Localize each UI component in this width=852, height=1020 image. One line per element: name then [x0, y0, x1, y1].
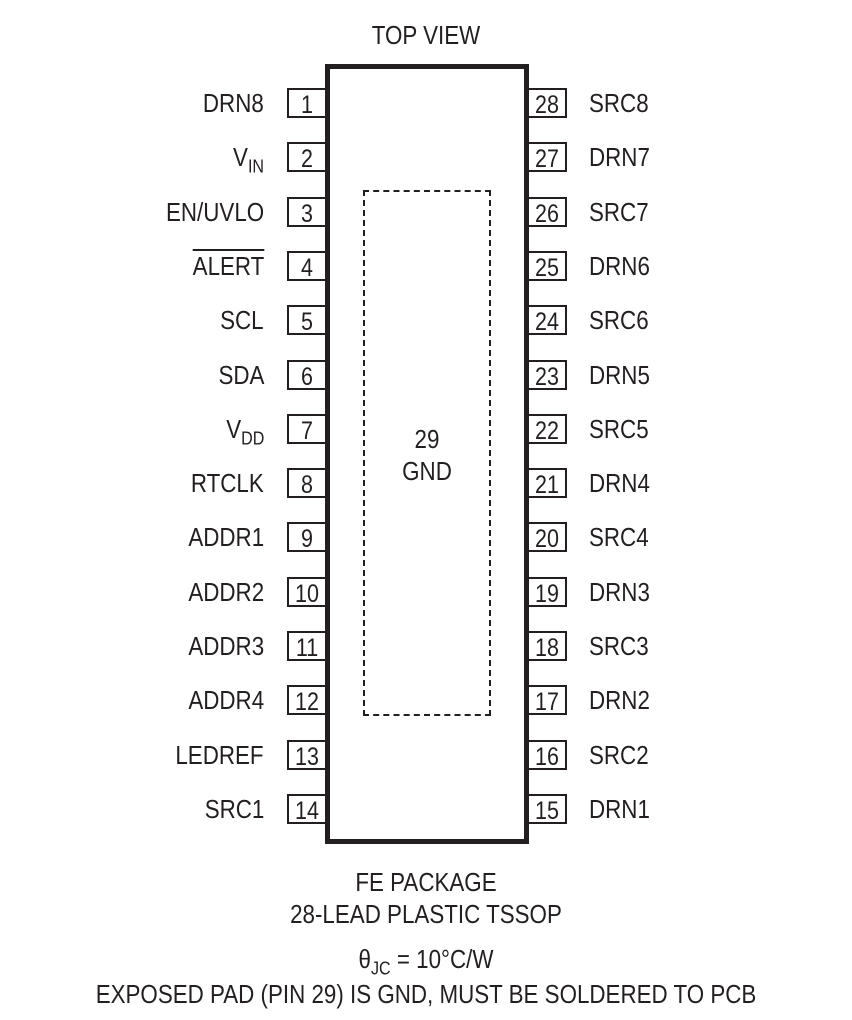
- pin-number: 23: [535, 363, 559, 391]
- exposed-pad-number: 29: [414, 424, 440, 454]
- pin-number: 5: [301, 308, 313, 336]
- pin-number: 14: [295, 797, 319, 825]
- pin-box-right: [529, 794, 567, 824]
- pin-number: 15: [535, 797, 559, 825]
- pin-number: 7: [301, 417, 313, 445]
- pin-name-left: $V_{DD}$: [225, 414, 264, 449]
- package-name: FE PACKAGE: [355, 867, 497, 897]
- pin-box-left: [287, 305, 325, 335]
- pin-box-right: [529, 197, 567, 227]
- pin-name-left: ADDR4: [188, 685, 264, 715]
- pin-box-left: [287, 88, 325, 118]
- thermal-subscript: JC: [371, 957, 391, 979]
- pin-box-left: [287, 631, 325, 661]
- pin-name-right: SRC8: [589, 88, 649, 118]
- pin-number: 19: [535, 580, 559, 608]
- pin-name-left: ADDR1: [188, 522, 264, 552]
- pin-number: 27: [535, 145, 559, 173]
- pin-number: 13: [295, 743, 319, 771]
- pin-number: 10: [295, 580, 319, 608]
- pin-box-right: [529, 685, 567, 715]
- pin-name-left: DRN8: [203, 88, 264, 118]
- pin-number: 21: [535, 471, 559, 499]
- pin-box-right: [529, 142, 567, 172]
- pin-box-right: [529, 468, 567, 498]
- pin-name-right: SRC5: [589, 414, 649, 444]
- pin-number: 6: [301, 363, 313, 391]
- pin-number: 26: [535, 200, 559, 228]
- pin-box-left: [287, 197, 325, 227]
- pin-box-left: [287, 685, 325, 715]
- pin-box-right: [529, 522, 567, 552]
- exposed-pad-note: EXPOSED PAD (PIN 29) IS GND, MUST BE SOLDERED TO PCB: [95, 979, 757, 1009]
- pin-number: 25: [535, 254, 559, 282]
- pin-name-right: DRN5: [589, 360, 650, 390]
- pin-number: 28: [535, 91, 559, 119]
- pin-name-right: DRN1: [589, 794, 650, 824]
- pin-box-right: [529, 577, 567, 607]
- pin-box-right: [529, 414, 567, 444]
- pin-box-left: [287, 414, 325, 444]
- diagram-title: TOP VIEW: [371, 20, 481, 50]
- pin-name-right: SRC3: [589, 631, 649, 661]
- pin-name-right: DRN4: [589, 468, 650, 498]
- pin-number: 2: [301, 145, 313, 173]
- pin-number: 20: [535, 525, 559, 553]
- pin-number: 17: [535, 688, 559, 716]
- thermal-symbol: θ: [358, 944, 372, 974]
- pin-number: 8: [301, 471, 313, 499]
- thermal-resistance: [60, 944, 793, 979]
- pin-number: 1: [301, 91, 313, 119]
- pin-number: 3: [301, 200, 313, 228]
- pin-name-left: ADDR3: [188, 631, 264, 661]
- pin-box-right: [529, 305, 567, 335]
- pin-name-right: SRC2: [589, 740, 649, 770]
- pin-box-left: [287, 468, 325, 498]
- pin-name-right: SRC7: [589, 197, 649, 227]
- pin-box-right: [529, 88, 567, 118]
- pin-box-left: [287, 794, 325, 824]
- pin-box-left: [287, 740, 325, 770]
- pin-name-right: DRN7: [589, 142, 650, 172]
- pin-number: 9: [301, 525, 313, 553]
- pin-box-left: [287, 360, 325, 390]
- package-description: 28-LEAD PLASTIC TSSOP: [290, 899, 562, 929]
- pin-number: 18: [535, 634, 559, 662]
- pin-name-left: ALERT: [192, 251, 264, 281]
- pin-box-right: [529, 740, 567, 770]
- pin-name-left: $V_{IN}$: [232, 142, 264, 177]
- pin-name-right: SRC6: [589, 305, 649, 335]
- thermal-value: = 10°C/W: [390, 944, 494, 974]
- pin-box-left: [287, 251, 325, 281]
- pin-name-left: LEDREF: [175, 740, 264, 770]
- pin-number: 12: [295, 688, 319, 716]
- pin-name-left: ADDR2: [188, 577, 264, 607]
- pin-number: 4: [301, 254, 313, 282]
- pin-box-left: [287, 142, 325, 172]
- pin-box-right: [529, 631, 567, 661]
- pin-name-left: SCL: [220, 305, 264, 335]
- pin-name-right: DRN2: [589, 685, 650, 715]
- pin-name-left: SDA: [218, 360, 264, 390]
- pin-name-left: EN/UVLO: [165, 197, 264, 227]
- pin-number: 16: [535, 743, 559, 771]
- pin-number: 24: [535, 308, 559, 336]
- pin-name-right: SRC4: [589, 522, 649, 552]
- pin-name-left: SRC1: [204, 794, 264, 824]
- pin-box-left: [287, 522, 325, 552]
- pin-box-right: [529, 251, 567, 281]
- exposed-pad-label: GND: [402, 456, 452, 486]
- pin-name-right: DRN6: [589, 251, 650, 281]
- pin-number: 11: [295, 634, 319, 662]
- pin-box-left: [287, 577, 325, 607]
- pin-number: 22: [535, 417, 559, 445]
- pin-name-left: RTCLK: [191, 468, 264, 498]
- pin-box-right: [529, 360, 567, 390]
- pin-name-right: DRN3: [589, 577, 650, 607]
